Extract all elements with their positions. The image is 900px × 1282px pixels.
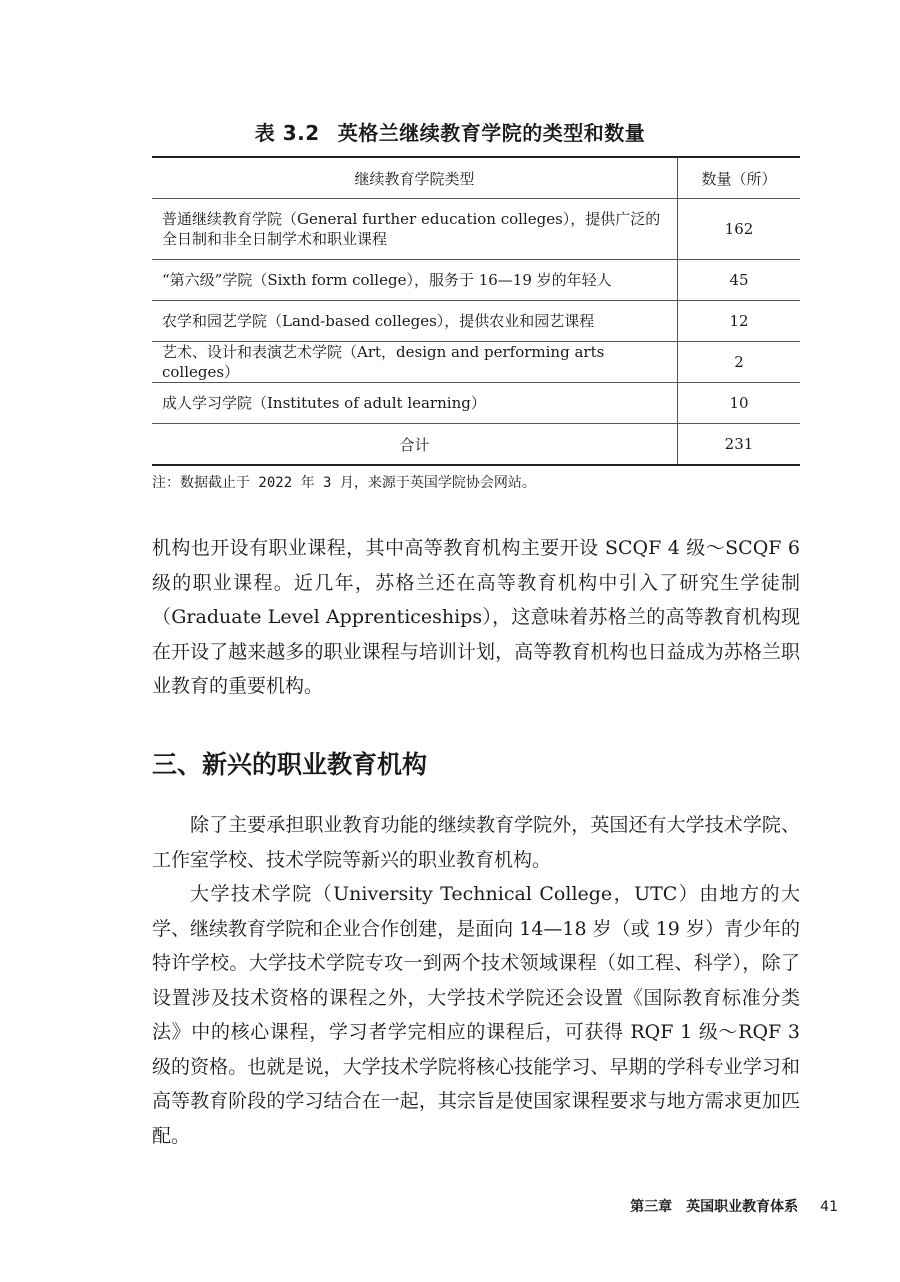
- paragraph-intro: 除了主要承担职业教育功能的继续教育学院外，英国还有大学技术学院、工作室学校、技术学院等新兴的职业教育机构。: [152, 814, 800, 871]
- table-note: 注：数据截止于 2022 年 3 月，来源于英国学院协会网站。: [152, 475, 536, 491]
- row-count: 12: [678, 301, 801, 342]
- row-count: 10: [678, 383, 801, 424]
- table-caption-title: 英格兰继续教育学院的类型和数量: [337, 121, 646, 145]
- page-footer: [630, 1196, 838, 1216]
- paragraph-utc: 大学技术学院（University Technical College，UTC）由地方的大学、继续教育学院和企业合作创建，是面向 14—18 岁（或 19 岁）青少年的特许学校。大学技术学院专攻一到两个技术领域课程（如工程、科学），除了设置涉及技术资格的课程之外，大学技术学院还会设置《国际教育标准分类法》中的核心课程，学习者学完相应的课程后，可获得 RQF 1 级～RQF 3 级的资格。也就是说，大学技术学院将核心技能学习、早期的学科专业学习和高等教育阶段的学习结合在一起，其宗旨是使国家课程要求与地方需求更加匹配。: [152, 883, 800, 1147]
- table-row: [152, 260, 800, 301]
- table-total-row: [152, 424, 800, 466]
- row-type: 成人学习学院（Institutes of adult learning）: [152, 383, 678, 424]
- paragraph-continued: 机构也开设有职业课程，其中高等教育机构主要开设 SCQF 4 级～SCQF 6 级的职业课程。近几年，苏格兰还在高等教育机构中引入了研究生学徒制（Graduate Level Apprenticeships），这意味着苏格兰的高等教育机构现在开设了越来越多的职业课程与培训计划，高等教育机构也日益成为苏格兰职业教育的重要机构。: [152, 537, 800, 697]
- table-caption-number: 表 3.2: [254, 121, 320, 145]
- row-count: 45: [678, 260, 801, 301]
- table-caption: [0, 117, 900, 146]
- total-count: 231: [678, 424, 801, 466]
- header-type: 继续教育学院类型: [152, 157, 678, 199]
- footer-chapter: 第三章 英国职业教育体系: [630, 1199, 799, 1215]
- table-header-row: [152, 157, 800, 199]
- row-type: 普通继续教育学院（General further education colleges），提供广泛的全日制和非全日制学术和职业课程: [152, 199, 678, 260]
- table-row: [152, 383, 800, 424]
- total-label: 合计: [152, 424, 678, 466]
- college-types-table: [152, 156, 800, 466]
- row-type: 艺术、设计和表演艺术学院（Art，design and performing arts colleges）: [152, 342, 678, 383]
- row-count: 162: [678, 199, 801, 260]
- header-count: 数量（所）: [678, 157, 801, 199]
- table-row: [152, 199, 800, 260]
- section-heading: 三、新兴的职业教育机构: [152, 750, 428, 779]
- page-number: 41: [820, 1199, 838, 1215]
- row-type: 农学和园艺学院（Land-based colleges），提供农业和园艺课程: [152, 301, 678, 342]
- row-type: “第六级”学院（Sixth form college），服务于 16—19 岁的年轻人: [152, 260, 678, 301]
- table-row: [152, 301, 800, 342]
- table-row: [152, 342, 800, 383]
- row-count: 2: [678, 342, 801, 383]
